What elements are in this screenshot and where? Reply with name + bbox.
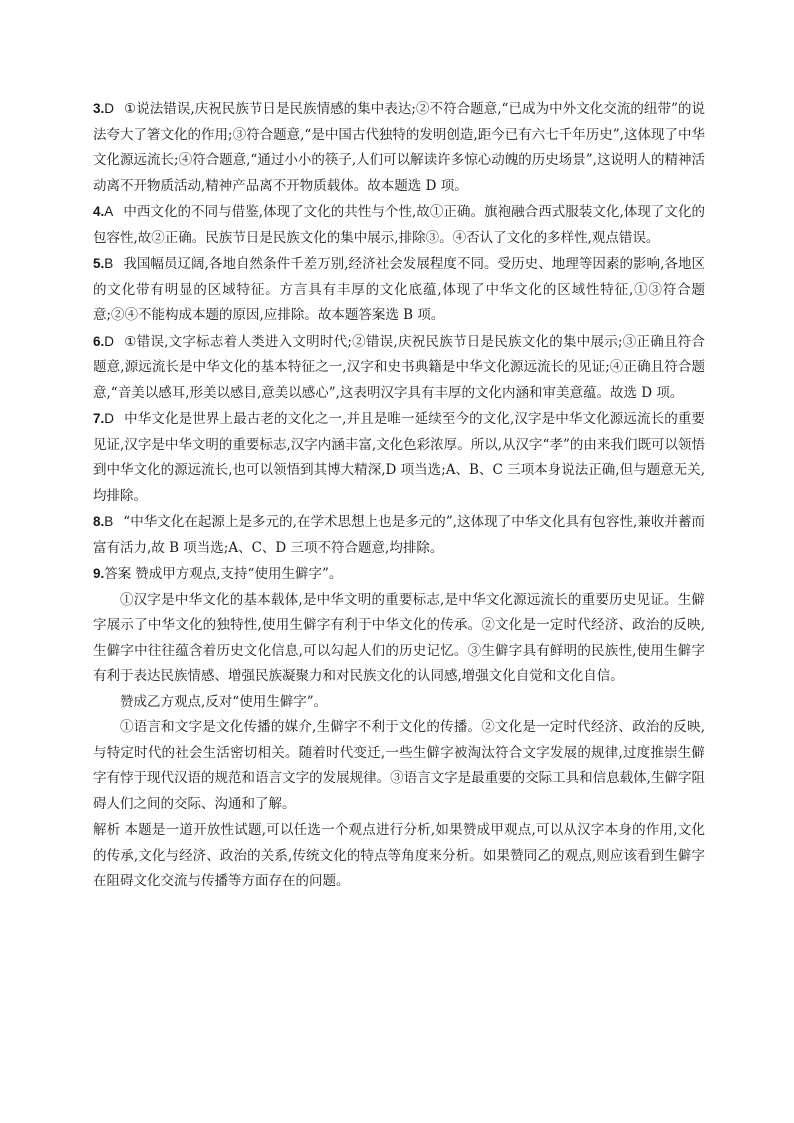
item-explanation: 我国幅员辽阔,各地自然条件千差万别,经济社会发展程度不同。受历史、地理等因素的影响,各地区的文化带有明显的区域特征。方言具有丰厚的文化底蕴,体现了中华文化的区域性特征,①③符合题意;②④不能构成本题的原因,应排除。故本题答案选 B 项。 (93, 256, 705, 323)
analysis-label: 解析 (93, 822, 121, 837)
item-explanation: “中华文化在起源上是多元的,在学术思想上也是多元的”,这体现了中华文化具有包容性,兼收并蓄而富有活力,故 B 项当选;A、C、D 三项不符合题意,均排除。 (93, 514, 705, 556)
q9-analysis (93, 817, 705, 895)
q9-oppose-reasons: ①语言和文字是文化传播的媒介,生僻字不利于文化的传播。②文化是一定时代经济、政治的反映,与特定时代的社会生活密切相关。随着时代变迁,一些生僻字被淘汰符合文字发展的规律,过度推崇生僻字有悖于现代汉语的规范和语言文字的发展规律。③语言文字是最重要的交际工具和信息载体,生僻字阻碍人们之间的交际、沟通和了解。 (93, 719, 705, 812)
answer-item-6 (93, 329, 705, 407)
item-answer: D (104, 101, 115, 116)
q9-oppose-heading: 赞成乙方观点,反对“使用生僻字”。 (120, 693, 328, 710)
item-explanation: ①错误,文字标志着人类进入文明时代;②错误,庆祝民族节日是民族文化的集中展示;③正确且符合题意,源远流长是中华文化的基本特征之一,汉字和史书典籍是中华文化源远流长的见证;④正确且符合题意,“音美以感耳,形美以感目,意美以感心”,这表明汉字具有丰厚的文化内涵和审美意蕴。故选 D 项。 (93, 333, 705, 401)
item-number: 4. (93, 204, 105, 219)
item-explanation: 中华文化是世界上最古老的文化之一,并且是唯一延续至今的文化,汉字是中华文化源远流长的重要见证,汉字是中华文明的重要标志,汉字内涵丰富,文化色彩浓厚。所以,从汉字“孝”的由来我们既可以领悟到中华文化的源远流长,也可以领悟到其博大精深,D 项当选;A、B、C 三项本身说法正确,但与题意无关,均排除。 (93, 411, 705, 504)
answer-item-4 (93, 199, 705, 251)
item-answer: B (104, 256, 114, 271)
item-answer: B (104, 514, 114, 529)
item-number: 8. (93, 514, 105, 529)
analysis-text: 本题是一道开放性试题,可以任选一个观点进行分析,如果赞成甲观点,可以从汉字本身的作用,文化的传承,文化与经济、政治的关系,传统文化的特点等角度来分析。如果赞同乙的观点,则应该看到生僻字在阻碍文化交流与传播等方面存在的问题。 (93, 822, 705, 889)
answer-item-7 (93, 406, 705, 509)
item-number: 7. (93, 411, 105, 426)
q9-support-reasons: ①汉字是中华文化的基本载体,是中华文明的重要标志,是中华文化源远流长的重要历史见证。生僻字展示了中华文化的独特性,使用生僻字有利于中华文化的传承。②文化是一定时代经济、政治的反映,生僻字中往往蕴含着历史文化信息,可以勾起人们的历史记忆。③生僻字具有鲜明的民族性,使用生僻字有利于表达民族情感、增强民族凝聚力和对民族文化的认同感,增强文化自觉和文化自信。 (93, 591, 705, 684)
item-explanation: ①说法错误,庆祝民族节日是民族情感的集中表达;②不符合题意,“已成为中外文化交流的纽带”的说法夸大了箸文化的作用;③符合题意,“是中国古代独特的发明创造,距今已有六七千年历史”,这体现了中华文化源远流长;④符合题意,“通过小小的筷子,人们可以解读许多惊心动魄的历史场景”,这说明人的精神活动离不开物质活动,精神产品离不开物质载体。故本题选 D 项。 (93, 101, 705, 194)
item-explanation: 中西文化的不同与借鉴,体现了文化的共性与个性,故①正确。旗袍融合西式服装文化,体现了文化的包容性,故②正确。民族节日是民族文化的集中展示,排除③。④否认了文化的多样性,观点错误。 (93, 204, 705, 246)
q9-heading (93, 561, 705, 588)
answer-list (93, 96, 705, 561)
item-number: 6. (93, 333, 105, 349)
item-number: 9. (93, 566, 105, 581)
answer-item-5 (93, 251, 705, 329)
answer-item-8 (93, 509, 705, 561)
answer-label: 答案 (104, 566, 132, 581)
item-answer: D (104, 333, 115, 349)
answer-item-3 (93, 96, 705, 199)
answer-page (93, 96, 705, 895)
item-number: 5. (93, 256, 105, 271)
q9-intro: 赞成甲方观点,支持“使用生僻字”。 (135, 566, 343, 582)
item-answer: D (104, 411, 115, 426)
answer-item-9 (93, 561, 705, 895)
item-number: 3. (93, 101, 105, 116)
item-answer: A (104, 204, 114, 219)
